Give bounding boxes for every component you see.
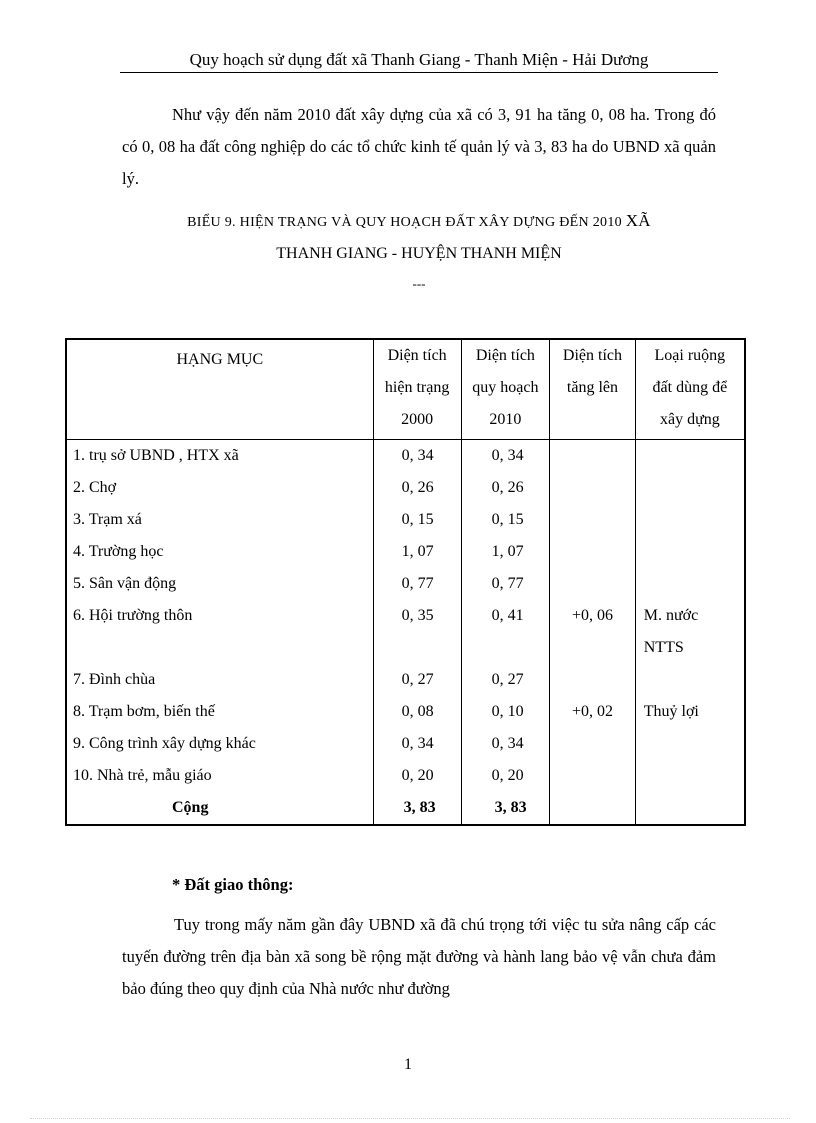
row-increase-cell [550, 472, 636, 504]
row-item-cell: 5. Sân vận động [66, 568, 373, 600]
table-row [66, 472, 745, 504]
row-land-type-cell: Thuỷ lợi [635, 696, 745, 728]
row-current-cell: 0, 34 [373, 728, 461, 760]
row-item-cell: 10. Nhà trẻ, mẫu giáo [66, 760, 373, 792]
header-planned: Diện tích quy hoạch 2010 [461, 339, 550, 440]
total-land-type [635, 792, 745, 825]
row-item-cell: 9. Công trình xây dựng khác [66, 728, 373, 760]
row-increase-cell [550, 568, 636, 600]
header-item: HẠNG MỤC [66, 339, 373, 440]
row-item-cell: 2. Chợ [66, 472, 373, 504]
intro-paragraph-text: Như vậy đến năm 2010 đất xây dựng của xã có 3, 91 ha tăng 0, 08 ha. Trong đó có 0, 08 ha đất công nghiệp do các tổ chức kinh tế quản lý và 3, 83 ha do UBND xã quản lý. [122, 105, 716, 188]
table-row [66, 600, 745, 664]
table-row [66, 696, 745, 728]
table-row [66, 440, 745, 473]
table-title-line1 [120, 207, 718, 237]
table-row [66, 728, 745, 760]
row-current-cell: 1, 07 [373, 536, 461, 568]
row-item-cell: 6. Hội trường thôn [66, 600, 373, 664]
table-row [66, 760, 745, 792]
row-item-cell: 3. Trạm xá [66, 504, 373, 536]
row-planned-cell: 0, 15 [461, 504, 550, 536]
row-current-cell: 0, 77 [373, 568, 461, 600]
row-current-cell: 0, 26 [373, 472, 461, 504]
table-total-row [66, 792, 745, 825]
land-use-table [65, 338, 746, 826]
section-subheading: * Đất giao thông: [172, 875, 294, 894]
row-planned-cell: 0, 10 [461, 696, 550, 728]
total-label: Cộng [66, 792, 373, 825]
total-increase [550, 792, 636, 825]
row-current-cell: 0, 27 [373, 664, 461, 696]
row-increase-cell: +0, 02 [550, 696, 636, 728]
row-land-type-cell [635, 504, 745, 536]
row-item-cell: 1. trụ sở UBND , HTX xã [66, 440, 373, 473]
table-title-line2: THANH GIANG - HUYỆN THANH MIỆN [276, 245, 562, 262]
table-row [66, 504, 745, 536]
row-increase-cell [550, 536, 636, 568]
title-separator: --- [412, 276, 426, 291]
row-increase-cell [550, 664, 636, 696]
body-paragraph-text: Tuy trong mấy năm gần đây UBND xã đã chú trọng tới việc tu sửa nâng cấp các tuyến đường trên địa bàn xã song bề rộng mặt đường và hành lang bảo vệ vẫn chưa đảm bảo đúng theo quy định của Nhà nước như đường [122, 915, 716, 998]
row-increase-cell [550, 728, 636, 760]
body-paragraph [122, 909, 716, 1005]
row-land-type-cell [635, 664, 745, 696]
row-current-cell: 0, 20 [373, 760, 461, 792]
table-title-prefix: BIỂU 9. HIỆN TRẠNG VÀ QUY HOẠCH ĐẤT XÂY DỰNG ĐẾN 2010 [187, 215, 622, 230]
table-row [66, 536, 745, 568]
table-row [66, 568, 745, 600]
page-bottom-divider [30, 1118, 790, 1119]
header-land-type: Loại ruộng đất dùng để xây dựng [635, 339, 745, 440]
row-land-type-cell [635, 760, 745, 792]
intro-paragraph [122, 99, 716, 195]
header-increase: Diện tích tăng lên [550, 339, 636, 440]
page-number: 1 [404, 1056, 412, 1073]
row-planned-cell: 0, 27 [461, 664, 550, 696]
row-increase-cell [550, 504, 636, 536]
total-current: 3, 83 [373, 792, 461, 825]
row-item-cell: 7. Đình chùa [66, 664, 373, 696]
table-header-row [66, 339, 745, 440]
row-land-type-cell [635, 728, 745, 760]
row-increase-cell [550, 760, 636, 792]
table-title-suffix: XÃ [625, 211, 651, 230]
row-planned-cell: 0, 20 [461, 760, 550, 792]
row-current-cell: 0, 34 [373, 440, 461, 473]
row-current-cell: 0, 15 [373, 504, 461, 536]
row-land-type-cell: M. nước NTTS [635, 600, 745, 664]
row-planned-cell: 0, 26 [461, 472, 550, 504]
row-current-cell: 0, 35 [373, 600, 461, 664]
table-row [66, 664, 745, 696]
page-header: Quy hoạch sử dụng đất xã Thanh Giang - Thanh Miện - Hải Dương [120, 50, 718, 73]
row-land-type-cell [635, 536, 745, 568]
row-item-cell: 4. Trường học [66, 536, 373, 568]
row-increase-cell: +0, 06 [550, 600, 636, 664]
row-land-type-cell [635, 440, 745, 473]
row-planned-cell: 0, 77 [461, 568, 550, 600]
row-land-type-cell [635, 568, 745, 600]
header-current: Diện tích hiện trạng 2000 [373, 339, 461, 440]
row-item-cell: 8. Trạm bơm, biến thế [66, 696, 373, 728]
row-planned-cell: 0, 34 [461, 728, 550, 760]
row-current-cell: 0, 08 [373, 696, 461, 728]
row-planned-cell: 0, 34 [461, 440, 550, 473]
row-planned-cell: 0, 41 [461, 600, 550, 664]
row-planned-cell: 1, 07 [461, 536, 550, 568]
row-land-type-cell [635, 472, 745, 504]
total-planned: 3, 83 [461, 792, 550, 825]
row-increase-cell [550, 440, 636, 473]
